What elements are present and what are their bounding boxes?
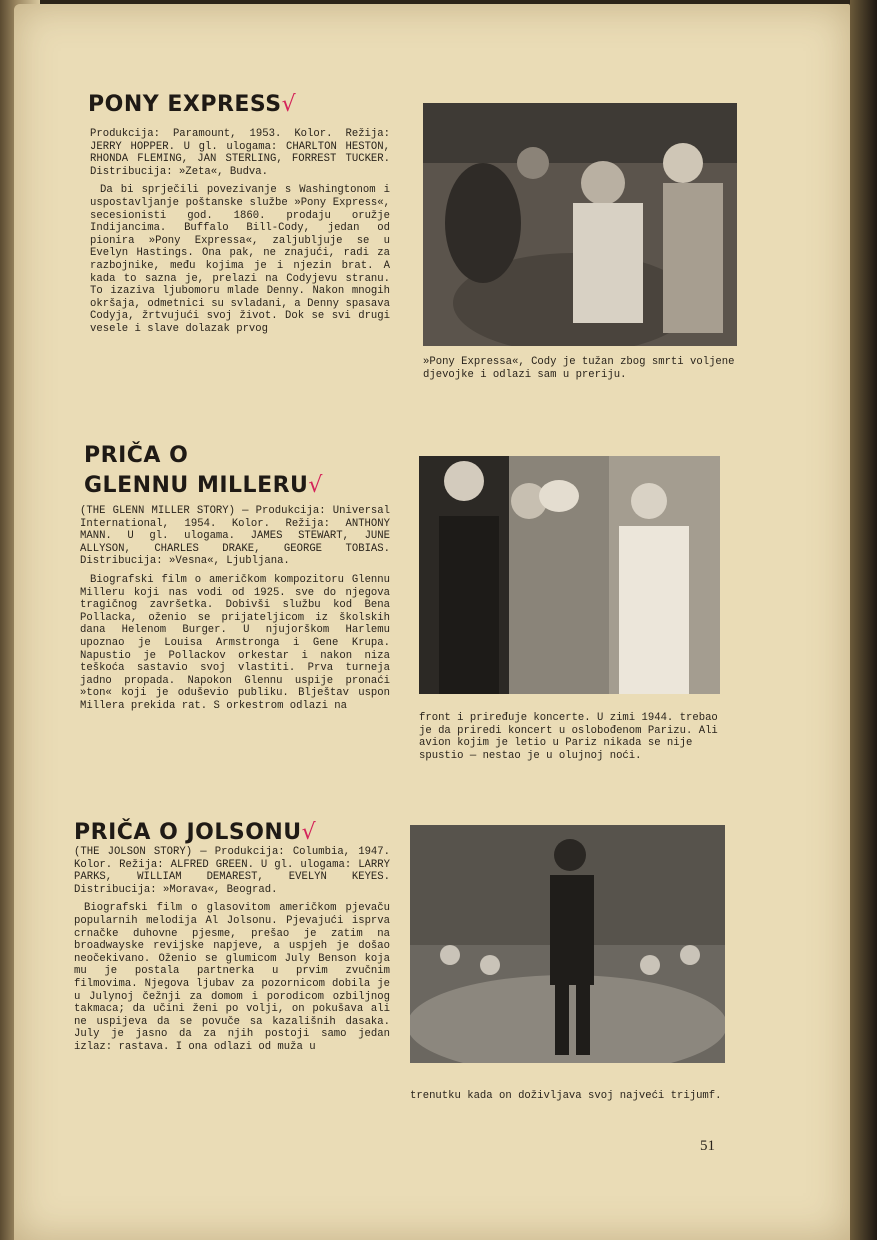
article-title-glenn-miller: PRIČA O GLENNU MILLERU√: [84, 443, 323, 498]
article-title-pony-express: PONY EXPRESS√: [88, 92, 297, 117]
check-mark: √: [308, 473, 323, 498]
book-edge: [850, 0, 877, 1240]
check-mark: √: [281, 92, 297, 117]
film-still-glenn-miller: [419, 456, 720, 694]
photo-caption-jolson: trenutku kada on doživljava svoj najveći trijumf.: [410, 1090, 722, 1102]
photo-caption-glenn-miller: front i priređuje koncerte. U zimi 1944. trebao je da priredi koncert u oslobođenom Parizu. Ali avion kojim je letio u Pariz nikada se nije spustio — nestao je u olujnoj noći.: [419, 712, 718, 762]
synopsis: Biografski film o glasovitom američkom pjevaču popularnih melodija Al Jolsonu. Pjevajući isprva crnačke duhovne pjesme, prešao je zatim na broadwayske revijske napjeve, a uspjeh je došao neočekivano. Oženio se glumicom July Benson koja mu je postala partnerka u prvim zvučnim filmovima. Njegova ljubav za pozornicom dobila je u Julynoj čežnji za domom i porodicom ozbiljnog takmaca; da učini ženi po volji, on pokušava ali ne uspijeva da se povuče sa kazališnih dasaka. July je jasno da za njih postoji samo jedan izlaz: rastava. I ona odlazi od muža u: [74, 902, 390, 1053]
article-title-jolson: PRIČA O JOLSONU√: [74, 820, 317, 845]
film-still-jolson: [410, 825, 725, 1063]
film-still-pony-express: [423, 103, 737, 346]
check-mark: √: [301, 820, 317, 845]
credits: Produkcija: Paramount, 1953. Kolor. Režija: JERRY HOPPER. U gl. ulogama: CHARLTON HESTON, RHONDA FLEMING, JAN STERLING, FORREST TUCKER. Distribucija: »Zeta«, Budva.: [90, 128, 390, 178]
credits: (THE JOLSON STORY) — Produkcija: Columbia, 1947. Kolor. Režija: ALFRED GREEN. U gl. ulogama: LARRY PARKS, WILLIAM DEMAREST, EVELYN KEYES. Distribucija: »Morava«, Beograd.: [74, 846, 390, 896]
article-text-pony-express: [90, 128, 390, 342]
article-text-glenn-miller: [80, 505, 390, 719]
page-number: 51: [700, 1138, 715, 1154]
photo-caption-pony-express: »Pony Expressa«, Cody je tužan zbog smrti voljene djevojke i odlazi sam u preriju.: [423, 356, 735, 381]
article-text-jolson: [74, 846, 390, 1060]
credits: (THE GLENN MILLER STORY) — Produkcija: Universal International, 1954. Kolor. Režija: ANTHONY MANN. U gl. ulogama. JAMES STEWART, JUNE ALLYSON, CHARLES DRAKE, GEORGE TOBIAS. Distribucija: »Vesna«, Ljubljana.: [80, 505, 390, 568]
synopsis: Biografski film o američkom kompozitoru Glennu Milleru koji nas vodi od 1925. sve do njegova tragičnog završetka. Dobivši službu kod Bena Pollacka, oženio se prijateljicom iz školskih dana Helenom Burger. U njujorškom Harlemu upoznao je Louisa Armstronga i Gene Krupa. Napustio je Pollackov orkestar i nakon niza teškoća sastavio svoj vlastiti. Prva turneja jadno propada. Napokon Glennu uspije pronaći »ton« koji je oduševio publiku. Blještav uspon Millera prekida rat. S orkestrom odlazi na: [80, 573, 390, 712]
synopsis: Da bi sprječili povezivanje s Washingtonom i uspostavljanje poštanske službe »Pony Express«, secesionisti god. 1860. prodaju oružje Indijancima. Buffalo Bill-Cody, jedan od pionira »Pony Expressa«, zaljubljuje se u Evelyn Hastings. Ona pak, ne znajući, radi za razbojnike, među kojima je i njezin brat. A kada to sazna je, prelazi na Codyjevu stranu. To izaziva ljubomoru mlade Denny. Nakon mnogih okršaja, odmetnici su svladani, a Denny spasava Codyja, žrtvujući svoj život. Dok se svi drugi vesele i slave dolazak prvog: [90, 184, 390, 335]
